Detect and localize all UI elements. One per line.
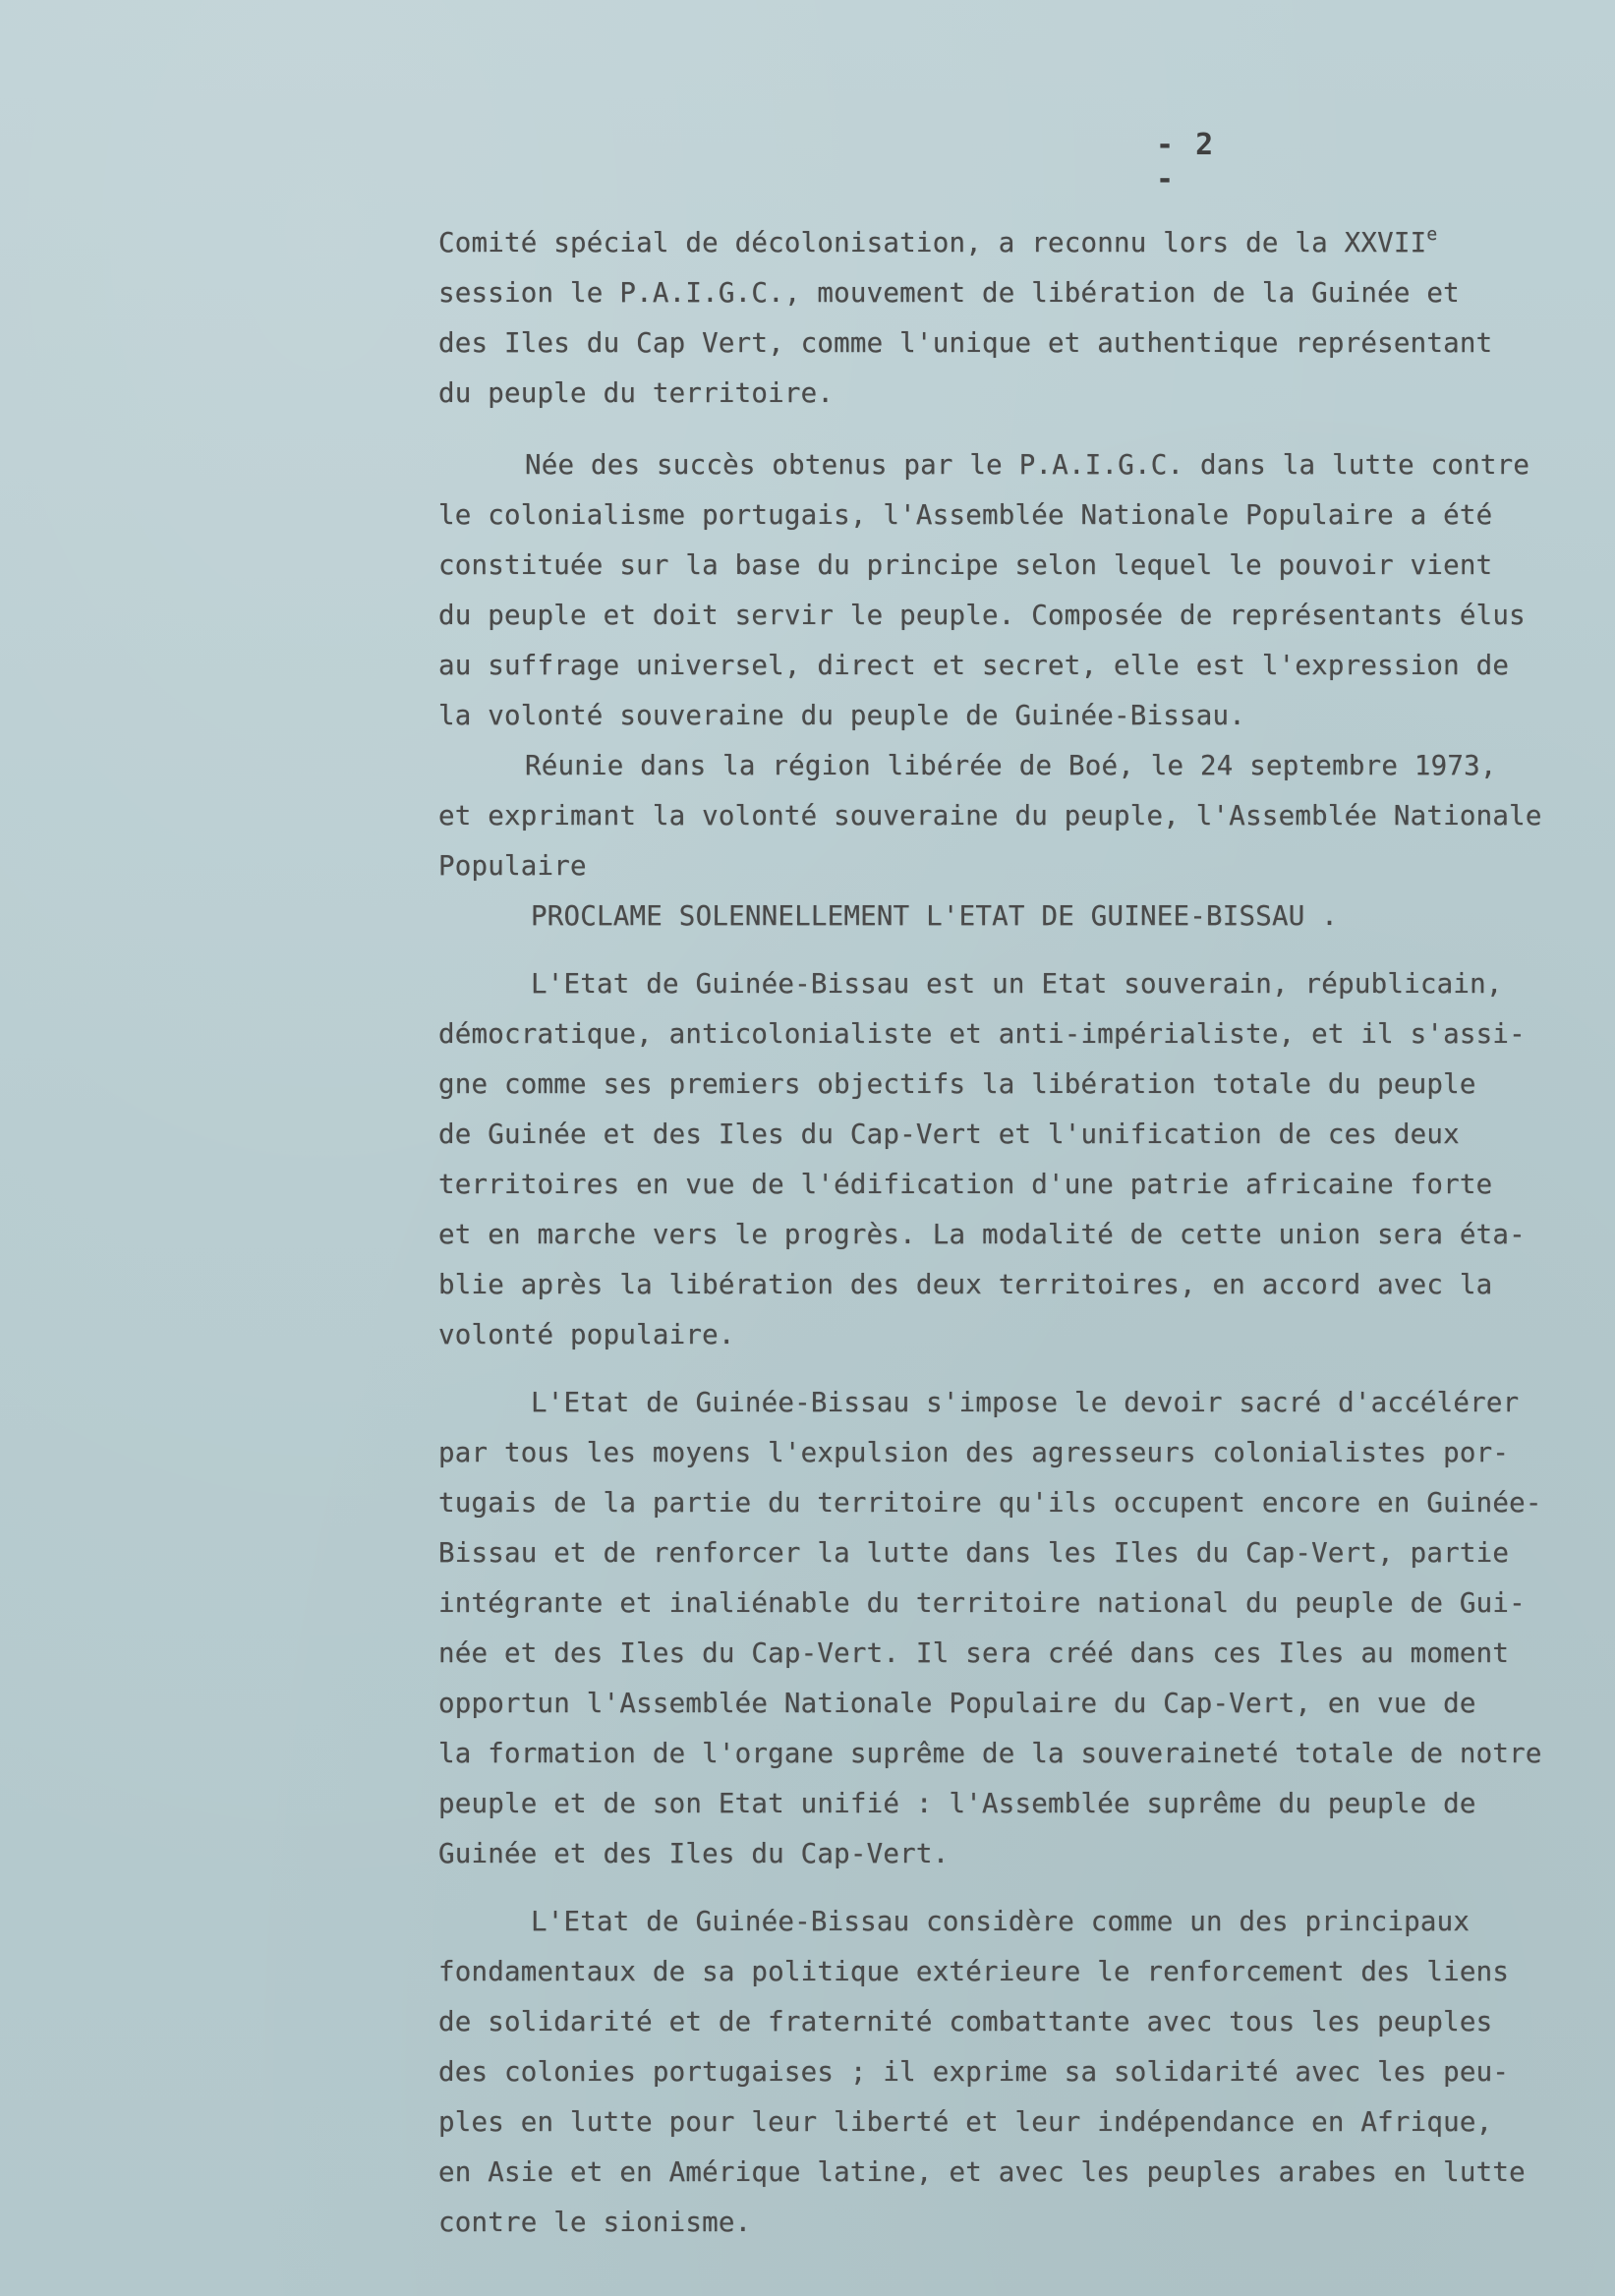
paragraph-7 bbox=[438, 1897, 1598, 2248]
text-line: en Asie et en Amérique latine, et avec les peuples arabes en lutte bbox=[438, 2156, 1526, 2188]
paragraph-1 bbox=[438, 218, 1598, 419]
document-body bbox=[438, 218, 1598, 2248]
paragraph-3 bbox=[438, 741, 1598, 891]
text-line: des Iles du Cap Vert, comme l'unique et authentique représentant bbox=[438, 327, 1493, 359]
text-line: Comité spécial de décolonisation, a reconnu lors de la XXVIIe bbox=[438, 224, 1438, 258]
proclamation bbox=[438, 891, 1598, 942]
text-line: du peuple du territoire. bbox=[438, 377, 835, 409]
text-line: Guinée et des Iles du Cap-Vert. bbox=[438, 1838, 950, 1869]
superscript: e bbox=[1426, 224, 1438, 245]
text-line: intégrante et inaliénable du territoire national du peuple de Gui- bbox=[438, 1587, 1526, 1619]
text-line: contre le sionisme. bbox=[438, 2207, 752, 2238]
text-line: et exprimant la volonté souveraine du peuple, l'Assemblée Nationale bbox=[438, 800, 1542, 832]
text-line: et en marche vers le progrès. La modalité de cette union sera éta- bbox=[438, 1219, 1526, 1250]
paragraph-5 bbox=[438, 959, 1598, 1360]
text-line: née et des Iles du Cap-Vert. Il sera créé dans ces Iles au moment bbox=[438, 1637, 1510, 1669]
text-line: Populaire bbox=[438, 850, 587, 882]
text-line: territoires en vue de l'édification d'une patrie africaine forte bbox=[438, 1169, 1493, 1200]
text-line: la volonté souveraine du peuple de Guinée-Bissau. bbox=[438, 700, 1246, 731]
text-line: peuple et de son Etat unifié : l'Assemblée suprême du peuple de bbox=[438, 1788, 1476, 1819]
page-number: - 2 - bbox=[1156, 128, 1216, 197]
text-line: Réunie dans la région libérée de Boé, le 24 septembre 1973, bbox=[525, 750, 1497, 781]
text-line: tugais de la partie du territoire qu'ils occupent encore en Guinée- bbox=[438, 1487, 1542, 1519]
text-line: des colonies portugaises ; il exprime sa solidarité avec les peu- bbox=[438, 2056, 1510, 2088]
text-line: par tous les moyens l'expulsion des agresseurs colonialistes por- bbox=[438, 1437, 1510, 1468]
text-line: du peuple et doit servir le peuple. Composée de représentants élus bbox=[438, 600, 1526, 631]
text-line: L'Etat de Guinée-Bissau est un Etat souverain, républicain, bbox=[531, 968, 1503, 1000]
text-line: opportun l'Assemblée Nationale Populaire du Cap-Vert, en vue de bbox=[438, 1688, 1476, 1719]
text-line: ples en lutte pour leur liberté et leur indépendance en Afrique, bbox=[438, 2106, 1493, 2138]
text-line: L'Etat de Guinée-Bissau s'impose le devoir sacré d'accélérer bbox=[531, 1387, 1520, 1418]
text-line: constituée sur la base du principe selon lequel le pouvoir vient bbox=[438, 549, 1493, 581]
paragraph-2 bbox=[438, 440, 1598, 741]
proclamation-line: PROCLAME SOLENNELLEMENT L'ETAT DE GUINEE-BISSAU . bbox=[531, 900, 1339, 932]
text-line: blie après la libération des deux territoires, en accord avec la bbox=[438, 1269, 1493, 1300]
text-line: L'Etat de Guinée-Bissau considère comme un des principaux bbox=[531, 1906, 1471, 1937]
text-line: le colonialisme portugais, l'Assemblée Nationale Populaire a été bbox=[438, 499, 1493, 531]
text-line: démocratique, anticolonialiste et anti-impérialiste, et il s'assi- bbox=[438, 1018, 1526, 1050]
text-line: Née des succès obtenus par le P.A.I.G.C. dans la lutte contre bbox=[525, 449, 1530, 481]
text-line: fondamentaux de sa politique extérieure le renforcement des liens bbox=[438, 1956, 1510, 1987]
text-line: volonté populaire. bbox=[438, 1319, 735, 1350]
text-line: gne comme ses premiers objectifs la libération totale du peuple bbox=[438, 1068, 1476, 1100]
paragraph-6 bbox=[438, 1378, 1598, 1879]
text-line: session le P.A.I.G.C., mouvement de libération de la Guinée et bbox=[438, 277, 1460, 309]
text-line: Bissau et de renforcer la lutte dans les Iles du Cap-Vert, partie bbox=[438, 1537, 1510, 1569]
text-line: de solidarité et de fraternité combattante avec tous les peuples bbox=[438, 2006, 1493, 2038]
text-line: au suffrage universel, direct et secret, elle est l'expression de bbox=[438, 650, 1510, 681]
text-line: de Guinée et des Iles du Cap-Vert et l'unification de ces deux bbox=[438, 1119, 1460, 1150]
text-line: la formation de l'organe suprême de la souveraineté totale de notre bbox=[438, 1738, 1542, 1769]
